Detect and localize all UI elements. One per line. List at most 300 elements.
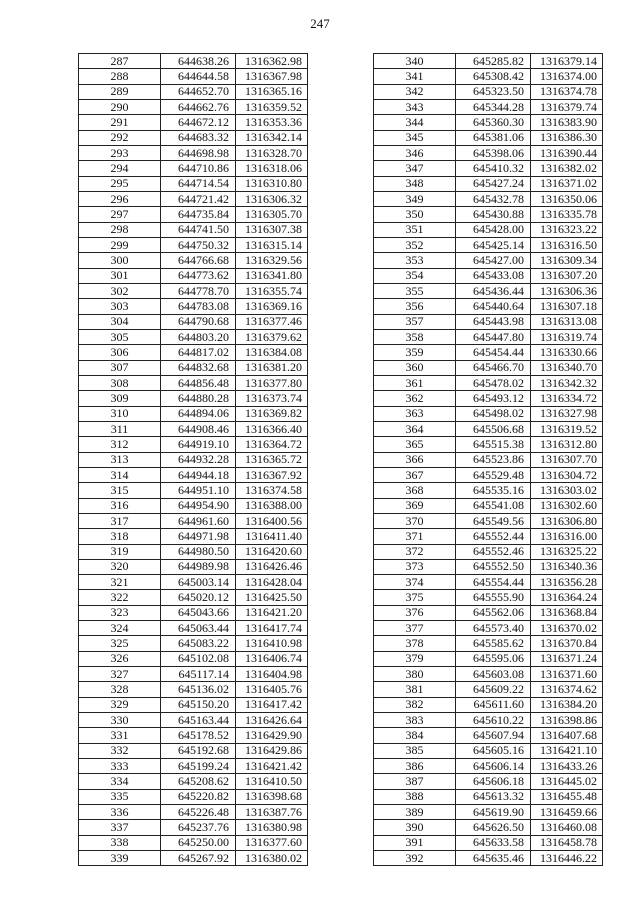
x-coordinate-cell: 645552.50 (456, 559, 531, 574)
y-coordinate-cell: 1316369.16 (236, 299, 308, 314)
y-coordinate-cell: 1316364.24 (531, 590, 603, 605)
point-number-cell: 364 (374, 421, 456, 436)
point-number-cell: 325 (79, 636, 161, 651)
point-number-cell: 336 (79, 805, 161, 820)
point-number-cell: 379 (374, 651, 456, 666)
y-coordinate-cell: 1316309.34 (531, 253, 603, 268)
table-row (374, 513, 603, 528)
y-coordinate-cell: 1316340.70 (531, 360, 603, 375)
y-coordinate-cell: 1316316.50 (531, 237, 603, 252)
y-coordinate-cell: 1316369.82 (236, 406, 308, 421)
y-coordinate-cell: 1316377.60 (236, 835, 308, 850)
table-row (374, 191, 603, 206)
y-coordinate-cell: 1316455.48 (531, 789, 603, 804)
y-coordinate-cell: 1316374.58 (236, 483, 308, 498)
x-coordinate-cell: 645635.46 (456, 851, 531, 866)
point-number-cell: 330 (79, 713, 161, 728)
table-row (79, 145, 308, 160)
table-row (374, 529, 603, 544)
table-row (374, 682, 603, 697)
x-coordinate-cell: 645633.58 (456, 835, 531, 850)
point-number-cell: 338 (79, 835, 161, 850)
table-row (374, 253, 603, 268)
x-coordinate-cell: 644980.50 (161, 544, 236, 559)
table-row (79, 237, 308, 252)
coordinates-table-right (373, 53, 603, 866)
table-row (374, 314, 603, 329)
y-coordinate-cell: 1316342.14 (236, 130, 308, 145)
point-number-cell: 306 (79, 345, 161, 360)
y-coordinate-cell: 1316306.80 (531, 513, 603, 528)
x-coordinate-cell: 645552.44 (456, 529, 531, 544)
table-row (374, 207, 603, 222)
table-row (79, 437, 308, 452)
y-coordinate-cell: 1316362.98 (236, 54, 308, 69)
table-row (79, 176, 308, 191)
table-row (374, 69, 603, 84)
x-coordinate-cell: 644721.42 (161, 191, 236, 206)
point-number-cell: 387 (374, 774, 456, 789)
x-coordinate-cell: 644961.60 (161, 513, 236, 528)
point-number-cell: 302 (79, 283, 161, 298)
x-coordinate-cell: 644638.26 (161, 54, 236, 69)
table-row (374, 222, 603, 237)
x-coordinate-cell: 645554.44 (456, 575, 531, 590)
x-coordinate-cell: 644672.12 (161, 115, 236, 130)
table-row (79, 743, 308, 758)
y-coordinate-cell: 1316307.18 (531, 299, 603, 314)
table-row (79, 84, 308, 99)
point-number-cell: 329 (79, 697, 161, 712)
y-coordinate-cell: 1316341.80 (236, 268, 308, 283)
point-number-cell: 348 (374, 176, 456, 191)
y-coordinate-cell: 1316379.62 (236, 329, 308, 344)
x-coordinate-cell: 644894.06 (161, 406, 236, 421)
table-row (79, 559, 308, 574)
x-coordinate-cell: 645606.14 (456, 759, 531, 774)
x-coordinate-cell: 645102.08 (161, 651, 236, 666)
y-coordinate-cell: 1316433.26 (531, 759, 603, 774)
table-row (374, 636, 603, 651)
point-number-cell: 296 (79, 191, 161, 206)
y-coordinate-cell: 1316318.06 (236, 161, 308, 176)
table-row (374, 605, 603, 620)
table-row (374, 667, 603, 682)
y-coordinate-cell: 1316417.42 (236, 697, 308, 712)
y-coordinate-cell: 1316367.98 (236, 69, 308, 84)
table-row (79, 130, 308, 145)
table-row (79, 789, 308, 804)
point-number-cell: 305 (79, 329, 161, 344)
table-row (79, 651, 308, 666)
y-coordinate-cell: 1316411.40 (236, 529, 308, 544)
x-coordinate-cell: 645208.62 (161, 774, 236, 789)
table-row (374, 575, 603, 590)
page-number: 247 (310, 16, 330, 31)
x-coordinate-cell: 645626.50 (456, 820, 531, 835)
y-coordinate-cell: 1316429.90 (236, 728, 308, 743)
point-number-cell: 303 (79, 299, 161, 314)
y-coordinate-cell: 1316370.02 (531, 621, 603, 636)
x-coordinate-cell: 644773.62 (161, 268, 236, 283)
table-row (79, 851, 308, 866)
table-row (79, 191, 308, 206)
x-coordinate-cell: 644932.28 (161, 452, 236, 467)
point-number-cell: 324 (79, 621, 161, 636)
point-number-cell: 304 (79, 314, 161, 329)
point-number-cell: 383 (374, 713, 456, 728)
coordinates-table-left (78, 53, 308, 866)
y-coordinate-cell: 1316335.78 (531, 207, 603, 222)
table-row (79, 360, 308, 375)
y-coordinate-cell: 1316426.46 (236, 559, 308, 574)
table-row (79, 406, 308, 421)
table-row (374, 145, 603, 160)
x-coordinate-cell: 645043.66 (161, 605, 236, 620)
x-coordinate-cell: 644783.08 (161, 299, 236, 314)
table-row (374, 176, 603, 191)
y-coordinate-cell: 1316425.50 (236, 590, 308, 605)
table-row (79, 99, 308, 114)
point-number-cell: 317 (79, 513, 161, 528)
x-coordinate-cell: 645063.44 (161, 621, 236, 636)
y-coordinate-cell: 1316364.72 (236, 437, 308, 452)
table-row (374, 130, 603, 145)
table-row (374, 375, 603, 390)
table-row (374, 99, 603, 114)
y-coordinate-cell: 1316398.68 (236, 789, 308, 804)
point-number-cell: 294 (79, 161, 161, 176)
point-number-cell: 378 (374, 636, 456, 651)
x-coordinate-cell: 645428.00 (456, 222, 531, 237)
point-number-cell: 313 (79, 452, 161, 467)
point-number-cell: 355 (374, 283, 456, 298)
point-number-cell: 346 (374, 145, 456, 160)
x-coordinate-cell: 645605.16 (456, 743, 531, 758)
x-coordinate-cell: 645163.44 (161, 713, 236, 728)
x-coordinate-cell: 644790.68 (161, 314, 236, 329)
table-row (374, 467, 603, 482)
table-row (79, 682, 308, 697)
point-number-cell: 343 (374, 99, 456, 114)
point-number-cell: 372 (374, 544, 456, 559)
point-number-cell: 314 (79, 467, 161, 482)
y-coordinate-cell: 1316377.80 (236, 375, 308, 390)
point-number-cell: 380 (374, 667, 456, 682)
table-row (79, 575, 308, 590)
table-row (374, 759, 603, 774)
point-number-cell: 298 (79, 222, 161, 237)
x-coordinate-cell: 645323.50 (456, 84, 531, 99)
table-row (374, 161, 603, 176)
table-row (374, 406, 603, 421)
point-number-cell: 335 (79, 789, 161, 804)
y-coordinate-cell: 1316420.60 (236, 544, 308, 559)
point-number-cell: 392 (374, 851, 456, 866)
table-row (374, 851, 603, 866)
point-number-cell: 385 (374, 743, 456, 758)
point-number-cell: 382 (374, 697, 456, 712)
point-number-cell: 366 (374, 452, 456, 467)
y-coordinate-cell: 1316373.74 (236, 391, 308, 406)
point-number-cell: 291 (79, 115, 161, 130)
table-row (374, 268, 603, 283)
x-coordinate-cell: 645613.32 (456, 789, 531, 804)
point-number-cell: 386 (374, 759, 456, 774)
x-coordinate-cell: 645611.60 (456, 697, 531, 712)
point-number-cell: 320 (79, 559, 161, 574)
y-coordinate-cell: 1316387.76 (236, 805, 308, 820)
table-row (79, 759, 308, 774)
x-coordinate-cell: 644856.48 (161, 375, 236, 390)
point-number-cell: 360 (374, 360, 456, 375)
point-number-cell: 374 (374, 575, 456, 590)
y-coordinate-cell: 1316306.32 (236, 191, 308, 206)
table-row (374, 421, 603, 436)
point-number-cell: 290 (79, 99, 161, 114)
x-coordinate-cell: 645360.30 (456, 115, 531, 130)
table-row (79, 467, 308, 482)
y-coordinate-cell: 1316371.60 (531, 667, 603, 682)
point-number-cell: 310 (79, 406, 161, 421)
y-coordinate-cell: 1316417.74 (236, 621, 308, 636)
y-coordinate-cell: 1316302.60 (531, 498, 603, 513)
y-coordinate-cell: 1316400.56 (236, 513, 308, 528)
table-row (79, 253, 308, 268)
x-coordinate-cell: 645447.80 (456, 329, 531, 344)
table-row (374, 299, 603, 314)
x-coordinate-cell: 645607.94 (456, 728, 531, 743)
x-coordinate-cell: 645552.46 (456, 544, 531, 559)
point-number-cell: 342 (374, 84, 456, 99)
y-coordinate-cell: 1316367.92 (236, 467, 308, 482)
y-coordinate-cell: 1316303.02 (531, 483, 603, 498)
y-coordinate-cell: 1316310.80 (236, 176, 308, 191)
point-number-cell: 349 (374, 191, 456, 206)
table-row (374, 283, 603, 298)
x-coordinate-cell: 645610.22 (456, 713, 531, 728)
point-number-cell: 373 (374, 559, 456, 574)
y-coordinate-cell: 1316410.50 (236, 774, 308, 789)
table-row (79, 452, 308, 467)
y-coordinate-cell: 1316379.74 (531, 99, 603, 114)
y-coordinate-cell: 1316377.46 (236, 314, 308, 329)
x-coordinate-cell: 644989.98 (161, 559, 236, 574)
y-coordinate-cell: 1316386.30 (531, 130, 603, 145)
y-coordinate-cell: 1316327.98 (531, 406, 603, 421)
y-coordinate-cell: 1316407.68 (531, 728, 603, 743)
y-coordinate-cell: 1316307.70 (531, 452, 603, 467)
x-coordinate-cell: 645535.16 (456, 483, 531, 498)
table-row (79, 805, 308, 820)
table-row (374, 391, 603, 406)
x-coordinate-cell: 645506.68 (456, 421, 531, 436)
point-number-cell: 371 (374, 529, 456, 544)
y-coordinate-cell: 1316371.02 (531, 176, 603, 191)
y-coordinate-cell: 1316380.02 (236, 851, 308, 866)
x-coordinate-cell: 644741.50 (161, 222, 236, 237)
y-coordinate-cell: 1316404.98 (236, 667, 308, 682)
point-number-cell: 315 (79, 483, 161, 498)
y-coordinate-cell: 1316405.76 (236, 682, 308, 697)
y-coordinate-cell: 1316370.84 (531, 636, 603, 651)
x-coordinate-cell: 645003.14 (161, 575, 236, 590)
table-row (374, 544, 603, 559)
x-coordinate-cell: 645427.24 (456, 176, 531, 191)
point-number-cell: 328 (79, 682, 161, 697)
y-coordinate-cell: 1316319.52 (531, 421, 603, 436)
x-coordinate-cell: 645136.02 (161, 682, 236, 697)
table-row (374, 835, 603, 850)
x-coordinate-cell: 644817.02 (161, 345, 236, 360)
table-row (374, 728, 603, 743)
point-number-cell: 309 (79, 391, 161, 406)
table-row (79, 421, 308, 436)
y-coordinate-cell: 1316353.36 (236, 115, 308, 130)
x-coordinate-cell: 644652.70 (161, 84, 236, 99)
y-coordinate-cell: 1316460.08 (531, 820, 603, 835)
point-number-cell: 340 (374, 54, 456, 69)
x-coordinate-cell: 645555.90 (456, 590, 531, 605)
point-number-cell: 288 (79, 69, 161, 84)
x-coordinate-cell: 645150.20 (161, 697, 236, 712)
x-coordinate-cell: 644750.32 (161, 237, 236, 252)
table-row (374, 54, 603, 69)
y-coordinate-cell: 1316340.36 (531, 559, 603, 574)
x-coordinate-cell: 644880.28 (161, 391, 236, 406)
x-coordinate-cell: 644735.84 (161, 207, 236, 222)
point-number-cell: 347 (374, 161, 456, 176)
table-row (79, 222, 308, 237)
x-coordinate-cell: 645466.70 (456, 360, 531, 375)
point-number-cell: 370 (374, 513, 456, 528)
x-coordinate-cell: 645609.22 (456, 682, 531, 697)
table-row (374, 559, 603, 574)
x-coordinate-cell: 645433.08 (456, 268, 531, 283)
x-coordinate-cell: 645562.06 (456, 605, 531, 620)
table-row (79, 283, 308, 298)
x-coordinate-cell: 645595.06 (456, 651, 531, 666)
x-coordinate-cell: 645285.82 (456, 54, 531, 69)
x-coordinate-cell: 645237.76 (161, 820, 236, 835)
table-row (79, 728, 308, 743)
y-coordinate-cell: 1316328.70 (236, 145, 308, 160)
y-coordinate-cell: 1316406.74 (236, 651, 308, 666)
x-coordinate-cell: 644766.68 (161, 253, 236, 268)
point-number-cell: 297 (79, 207, 161, 222)
y-coordinate-cell: 1316371.24 (531, 651, 603, 666)
x-coordinate-cell: 645432.78 (456, 191, 531, 206)
y-coordinate-cell: 1316374.78 (531, 84, 603, 99)
table-row (374, 651, 603, 666)
x-coordinate-cell: 645440.64 (456, 299, 531, 314)
table-row (79, 268, 308, 283)
table-row (79, 713, 308, 728)
point-number-cell: 363 (374, 406, 456, 421)
point-number-cell: 295 (79, 176, 161, 191)
x-coordinate-cell: 645603.08 (456, 667, 531, 682)
y-coordinate-cell: 1316421.10 (531, 743, 603, 758)
y-coordinate-cell: 1316307.20 (531, 268, 603, 283)
point-number-cell: 319 (79, 544, 161, 559)
point-number-cell: 375 (374, 590, 456, 605)
x-coordinate-cell: 645498.02 (456, 406, 531, 421)
point-number-cell: 390 (374, 820, 456, 835)
x-coordinate-cell: 644778.70 (161, 283, 236, 298)
x-coordinate-cell: 645020.12 (161, 590, 236, 605)
x-coordinate-cell: 644644.58 (161, 69, 236, 84)
table-row (374, 789, 603, 804)
y-coordinate-cell: 1316323.22 (531, 222, 603, 237)
table-row (374, 697, 603, 712)
point-number-cell: 301 (79, 268, 161, 283)
x-coordinate-cell: 644944.18 (161, 467, 236, 482)
x-coordinate-cell: 645083.22 (161, 636, 236, 651)
table-row (374, 437, 603, 452)
point-number-cell: 292 (79, 130, 161, 145)
y-coordinate-cell: 1316374.62 (531, 682, 603, 697)
table-row (79, 207, 308, 222)
y-coordinate-cell: 1316313.08 (531, 314, 603, 329)
table-row (79, 391, 308, 406)
point-number-cell: 391 (374, 835, 456, 850)
point-number-cell: 368 (374, 483, 456, 498)
y-coordinate-cell: 1316383.90 (531, 115, 603, 130)
y-coordinate-cell: 1316380.98 (236, 820, 308, 835)
x-coordinate-cell: 645436.44 (456, 283, 531, 298)
table-row (374, 713, 603, 728)
y-coordinate-cell: 1316390.44 (531, 145, 603, 160)
x-coordinate-cell: 645425.14 (456, 237, 531, 252)
table-row (79, 667, 308, 682)
table-row (79, 161, 308, 176)
table-row (374, 590, 603, 605)
x-coordinate-cell: 645443.98 (456, 314, 531, 329)
point-number-cell: 316 (79, 498, 161, 513)
point-number-cell: 388 (374, 789, 456, 804)
x-coordinate-cell: 645192.68 (161, 743, 236, 758)
y-coordinate-cell: 1316329.56 (236, 253, 308, 268)
y-coordinate-cell: 1316446.22 (531, 851, 603, 866)
point-number-cell: 308 (79, 375, 161, 390)
y-coordinate-cell: 1316384.08 (236, 345, 308, 360)
x-coordinate-cell: 645541.08 (456, 498, 531, 513)
y-coordinate-cell: 1316316.00 (531, 529, 603, 544)
point-number-cell: 289 (79, 84, 161, 99)
table-row (79, 529, 308, 544)
x-coordinate-cell: 645344.28 (456, 99, 531, 114)
y-coordinate-cell: 1316429.86 (236, 743, 308, 758)
point-number-cell: 334 (79, 774, 161, 789)
table-row (79, 299, 308, 314)
x-coordinate-cell: 645454.44 (456, 345, 531, 360)
y-coordinate-cell: 1316366.40 (236, 421, 308, 436)
point-number-cell: 350 (374, 207, 456, 222)
x-coordinate-cell: 644683.32 (161, 130, 236, 145)
table-row (79, 590, 308, 605)
table-row (374, 743, 603, 758)
x-coordinate-cell: 645585.62 (456, 636, 531, 651)
table-row (79, 835, 308, 850)
table-row (79, 483, 308, 498)
y-coordinate-cell: 1316334.72 (531, 391, 603, 406)
table-row (79, 69, 308, 84)
table-row (374, 360, 603, 375)
point-number-cell: 299 (79, 237, 161, 252)
table-row (79, 621, 308, 636)
x-coordinate-cell: 645178.52 (161, 728, 236, 743)
point-number-cell: 359 (374, 345, 456, 360)
